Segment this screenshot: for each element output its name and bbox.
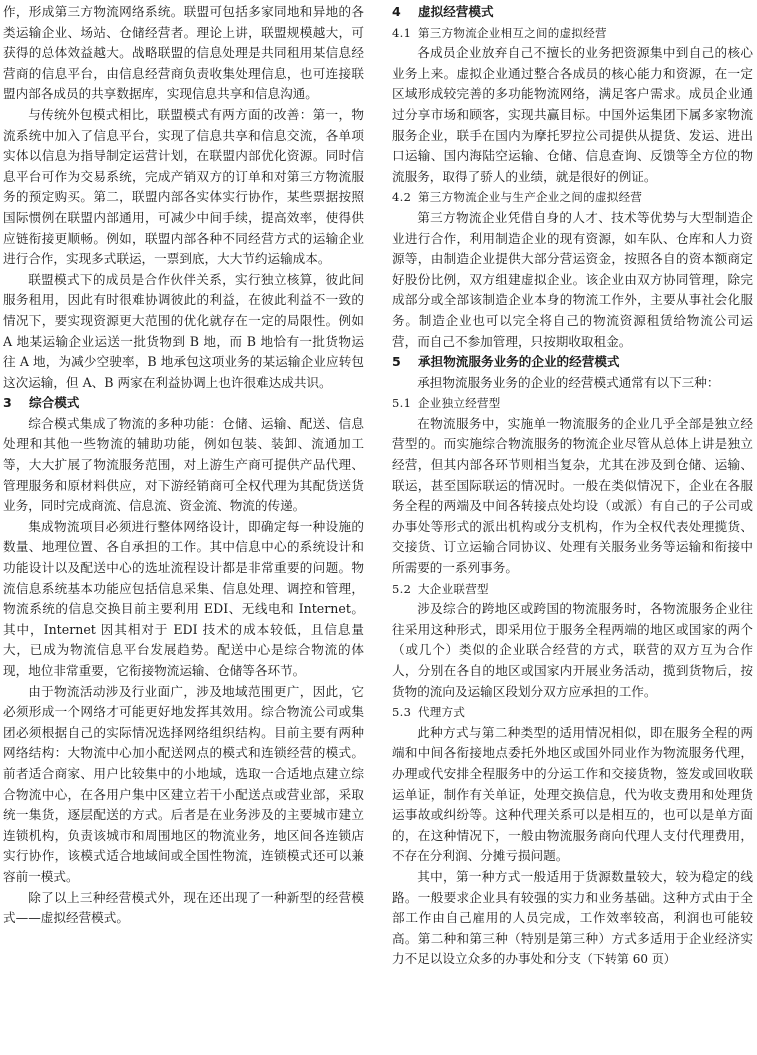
- body-paragraph: 与传统外包模式相比，联盟模式有两方面的改善：第一，物流系统中加入了信息平台，实现了信息共享和信息交流，各单项实体以信息为指导制定运营计划，在联盟内部优化资源。同时信息平台可作为交易系统，完成产销双方的订单和对第三方物流服务的预定购买。第二，联盟内部各实体实行协作，某些票据按照国际惯例在联盟内部通用，可减少中间手续，提高效率，使得供应链衔接更顺畅。例如，联盟内部各种不同经营方式的运输企业进行合作，实现多式联运，一票到底，大大节约运输成本。: [3, 106, 364, 267]
- section-number: 4: [392, 4, 401, 19]
- section-title: 综合模式: [29, 395, 80, 411]
- subsection-heading: [392, 23, 753, 44]
- body-paragraph: 涉及综合的跨地区或跨国的物流服务时，各物流服务企业往往采用这种形式，即采用位于服务全程两端的地区或国家的两个（或几个）类似的企业联合经营的方式，联营的双方互为合作人，分别在各自的地区或国家内开展业务活动，揽到货物后，按货物的流向及运输区段划分双方应承担的工作。: [392, 601, 753, 699]
- subsection-number: 5.1: [392, 396, 412, 411]
- body-paragraph: 集成物流项目必须进行整体网络设计，即确定每一种设施的数量、地理位置、各自承担的工作。其中信息中心的系统设计和功能设计以及配送中心的选址流程设计都是非常重要的问题。物流信息系统基本功能应包括信息采集、信息处理、调控和管理，物流系统的信息交换目前主要利用 EDI、无线电和 Internet。其中，Internet 因其相对于 EDI 技术的成本较低，且信息量大，已成为物流信息平台发展趋势。配送中心是综合物流的体现，地位非常重要，它衔接物流运输、仓储等各环节。: [3, 518, 364, 678]
- subsection-number: 5.2: [392, 581, 412, 596]
- body-paragraph: 在物流服务中，实施单一物流服务的企业几乎全部是独立经营型的。而实施综合物流服务的物流企业尽管从总体上讲是独立经营，但其内部各环节则相当复杂，尤其在涉及到仓储、运输、联运，甚至国际联运的情况时。一般在类似情况下，企业在各服务全程的两端及中间各转接点处均设（或派）有自己的子公司或办事处等形式的派出机构或分支机构，作为全权代表处理揽货、交接货、订立运输合同协议、处理有关服务业务等运输和衔接中所需要的一系列事务。: [392, 415, 753, 576]
- subsection-title: 大企业联营型: [418, 581, 489, 596]
- body-paragraph: 各成员企业放弃自己不擅长的业务把资源集中到自己的核心业务上来。虚拟企业通过整合各成员的核心能力和资源，在一定区域形成较完善的多功能物流网络，满足客户需求。成员企业通过分享市场和顾客，实现共赢目标。中国外运集团下属多家物流服务企业，联手在国内为摩托罗拉公司提供从提货、发运、进出口运输、国内海陆空运输、仓储、信息查询、反馈等全方位的物流服务，取得了骄人的业绩，就是很好的例证。: [392, 45, 753, 184]
- section-title: 虚拟经营模式: [418, 4, 494, 19]
- subsection-heading: [392, 702, 753, 723]
- body-paragraph: 第三方物流企业凭借自身的人才、技术等优势与大型制造企业进行合作，利用制造企业的现有资源，如车队、仓库和人力资源等，由制造企业提供大部分营运资金，按照各自的资本额商定好股份比例，双方组建虚拟企业。该企业由双方协同管理，除完成部分或全部该制造企业本身的物流工作外，主要从事社会化服务。制造企业也可以完全将自己的物流资源租赁给物流公司运营，而自己不参加管理，只按期收取租金。: [392, 209, 753, 349]
- section-heading: [392, 352, 753, 373]
- subsection-number: 4.1: [392, 25, 412, 40]
- section-heading: [392, 2, 753, 23]
- section-number: 3: [3, 395, 12, 411]
- body-paragraph: 此种方式与第二种类型的适用情况相似，即在服务全程的两端和中间各衔接地点委托外地区或国外同业作为物流服务代理，办理或代安排全程服务中的分运工作和交接货物，签发或回收联运单证，制作有关单证，处理交换信息，代为收支费用和处理货运事故或纠纷等。这种代理关系可以是相互的，也可以是单方面的，在这种情况下，一般由物流服务商向代理人支付代理费用，不存在分利润、分摊亏损问题。: [392, 724, 753, 864]
- subsection-heading: [392, 579, 753, 600]
- body-text: 其中，第一种方式一般适用于货源数量较大，较为稳定的线路。一般要求企业具有较强的实力和业务基础。这种方式由于全部工作由自己雇用的人员完成，工作效率较高，利润也可能较高。第二种和第三种（特别是第三种）方式多适用于企业经济实力不足以设立众多的办事处和分支: [392, 868, 753, 967]
- section-title: 承担物流服务业务的企业的经营模式: [418, 354, 620, 370]
- subsection-title: 第三方物流企业相互之间的虚拟经营: [418, 25, 607, 40]
- body-paragraph: 除了以上三种经营模式外，现在还出现了一种新型的经营模式——虚拟经营模式。: [3, 889, 364, 926]
- body-paragraph: 承担物流服务业务的企业的经营模式通常有以下三种：: [417, 374, 720, 390]
- body-paragraph: 综合模式集成了物流的多种功能：仓储、运输、配送、信息处理和其他一些物流的辅助功能，例如包装、装卸、流通加工等，大大扩展了物流服务范围，对上游生产商可提供产品代理、管理服务和原材料供应，对下游经销商可全权代理为其配货送货业务，同时完成商流、信息流、资金流、物流的传递。: [3, 415, 364, 514]
- subsection-title: 代理方式: [418, 705, 466, 720]
- body-paragraph-last: [392, 867, 753, 970]
- subsection-number: 5.3: [392, 705, 412, 720]
- continued-note: （下转第 60 页）: [580, 952, 676, 967]
- right-column: [392, 2, 753, 1052]
- section-heading: [3, 393, 364, 414]
- subsection-heading: [392, 393, 753, 414]
- subsection-number: 4.2: [392, 190, 412, 205]
- subsection-title: 企业独立经营型: [418, 396, 501, 411]
- section-number: 5: [392, 354, 401, 370]
- subsection-heading: [392, 187, 753, 208]
- body-paragraph: 由于物流活动涉及行业面广，涉及地域范围更广，因此，它必须形成一个网络才可能更好地发挥其效用。综合物流公司或集团必须根据自己的实际情况选择网络组织结构。目前主要有两种网络结构：大物流中心加小配送网点的模式和连锁经营的模式。前者适合商家、用户比较集中的小地域，选取一合适地点建立综合物流中心，在各用户集中区建立若干小配送点或营业部，采取统一集货，逐层配送的方式。后者是在业务涉及的主要城市建立连锁机构，负责该城市和周围地区的物流业务，地区间各连锁店实行协作，该模式适合地域间或全国性物流，连锁模式还可以兼容前一模式。: [3, 683, 364, 884]
- body-paragraph: 作，形成第三方物流网络系统。联盟可包括多家同地和异地的各类运输企业、场站、仓储经营者。理论上讲，联盟规模越大，可获得的总体效益越大。战略联盟的信息处理是共同租用某信息经营商的信息平台，由信息经营商负责收集处理信息，也可连接联盟内部各成员的共享数据库，实现信息共享和信息沟通。: [3, 4, 364, 102]
- body-paragraph: 联盟模式下的成员是合作伙伴关系，实行独立核算，彼此间服务租用，因此有时很难协调彼此的利益，在彼此利益不一致的情况下，要实现资源更大范围的优化就存在一定的局限性。例如 A 地某运输企业运送一批货物到 B 地，而 B 地恰有一批货物运往 A 地，为减少空驶率，B 地承包这项业务的某运输企业应转包这次运输，但 A、B 两家在利益协调上也许很难达成共识。: [3, 271, 364, 390]
- left-column: [3, 2, 364, 1052]
- subsection-title: 第三方物流企业与生产企业之间的虚拟经营: [418, 190, 643, 205]
